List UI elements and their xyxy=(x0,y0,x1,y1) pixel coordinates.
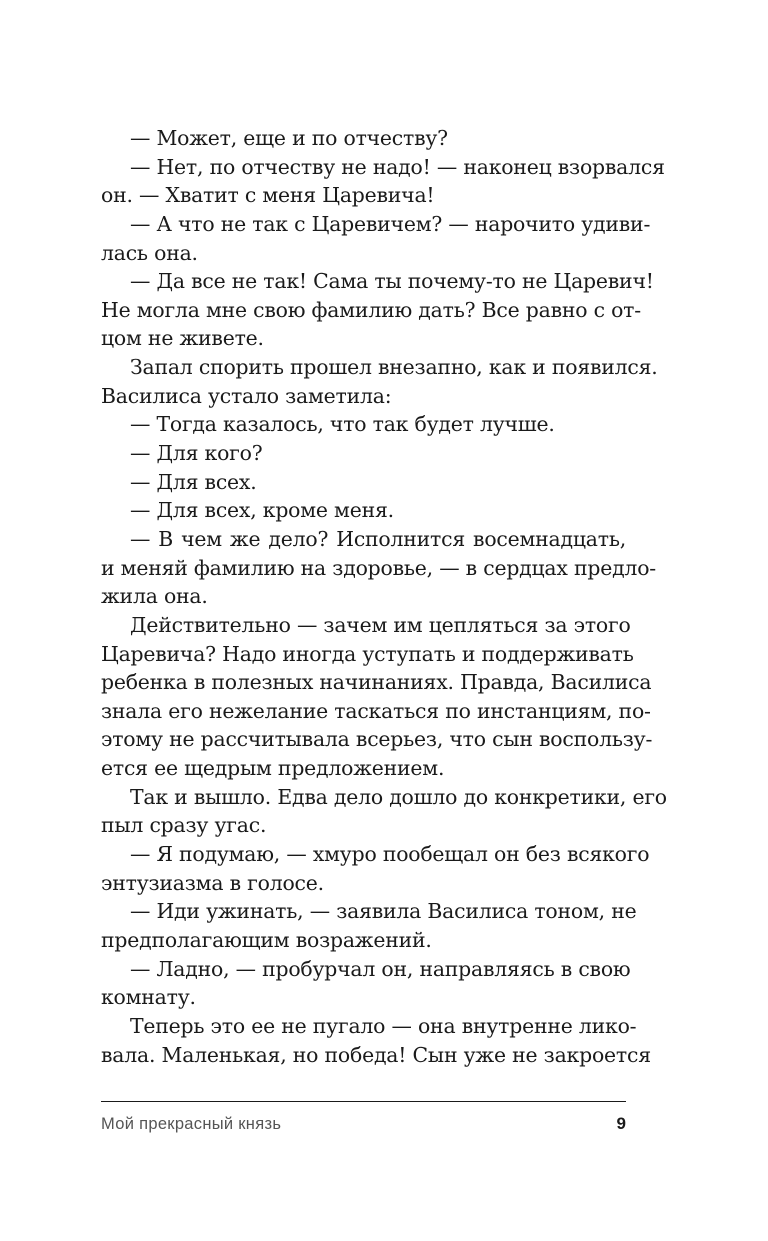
text-line: — Иди ужинать, — заявила Василиса тоном, не xyxy=(130,899,637,924)
text-line: — Может, еще и по отчеству? xyxy=(130,126,448,150)
text-line: — Для кого? xyxy=(130,441,263,466)
text-line: пыл сразу угас. xyxy=(101,813,267,838)
text-line: этому не рассчитывала всерьез, что сын воспользу- xyxy=(101,727,653,752)
text-line: он. — Хватит с меня Царевича! xyxy=(101,183,435,208)
text-line: лась она. xyxy=(101,240,198,265)
footer-divider xyxy=(101,1101,626,1102)
running-footer-title: Мой прекрасный князь xyxy=(101,1115,282,1133)
text-line: Действительно — зачем им цепляться за этого xyxy=(130,612,631,637)
text-line: цом не живете. xyxy=(101,326,264,351)
text-line: Не могла мне свою фамилию дать? Все равно с от- xyxy=(101,297,641,322)
text-line: — Я подумаю, — хмуро пообещал он без всякого xyxy=(130,842,650,867)
text-line: Так и вышло. Едва дело дошло до конкретики, его xyxy=(130,784,667,809)
text-line: — В чем же дело? Исполнится восемнадцать, xyxy=(130,526,626,551)
text-line: знала его нежелание таскаться по инстанциям, по- xyxy=(101,698,651,723)
text-line: ребенка в полезных начинаниях. Правда, Василиса xyxy=(101,670,652,695)
body-text xyxy=(101,124,667,1069)
text-line: комнату. xyxy=(101,985,196,1010)
text-line: — Для всех. xyxy=(130,469,257,494)
text-line: — Тогда казалось, что так будет лучше. xyxy=(130,412,555,437)
text-line: энтузиазма в голосе. xyxy=(101,870,324,895)
text-line: предполагающим возражений. xyxy=(101,927,432,952)
text-line: Василиса устало заметила: xyxy=(101,383,392,408)
text-line: — А что не так с Царевичем? — нарочито удиви- xyxy=(130,211,651,236)
text-line: жила она. xyxy=(101,584,208,609)
page-number: 9 xyxy=(616,1114,626,1133)
text-line: вала. Маленькая, но победа! Сын уже не закроется xyxy=(101,1042,651,1067)
text-line: Царевича? Надо иногда уступать и поддерживать xyxy=(101,641,634,666)
text-line: Запал спорить прошел внезапно, как и появился. xyxy=(130,355,658,380)
text-line: — Ладно, — пробурчал он, направляясь в свою xyxy=(130,956,631,981)
text-line: — Для всех, кроме меня. xyxy=(130,498,394,523)
text-line: Теперь это ее не пугало — она внутренне лико- xyxy=(130,1013,637,1038)
text-line: ется ее щедрым предложением. xyxy=(101,756,445,781)
text-line: — Да все не так! Сама ты почему-то не Царевич! xyxy=(130,269,654,294)
text-line: — Нет, по отчеству не надо! — наконец взорвался xyxy=(130,154,665,179)
text-line: и меняй фамилию на здоровье, — в сердцах предло- xyxy=(101,555,656,580)
